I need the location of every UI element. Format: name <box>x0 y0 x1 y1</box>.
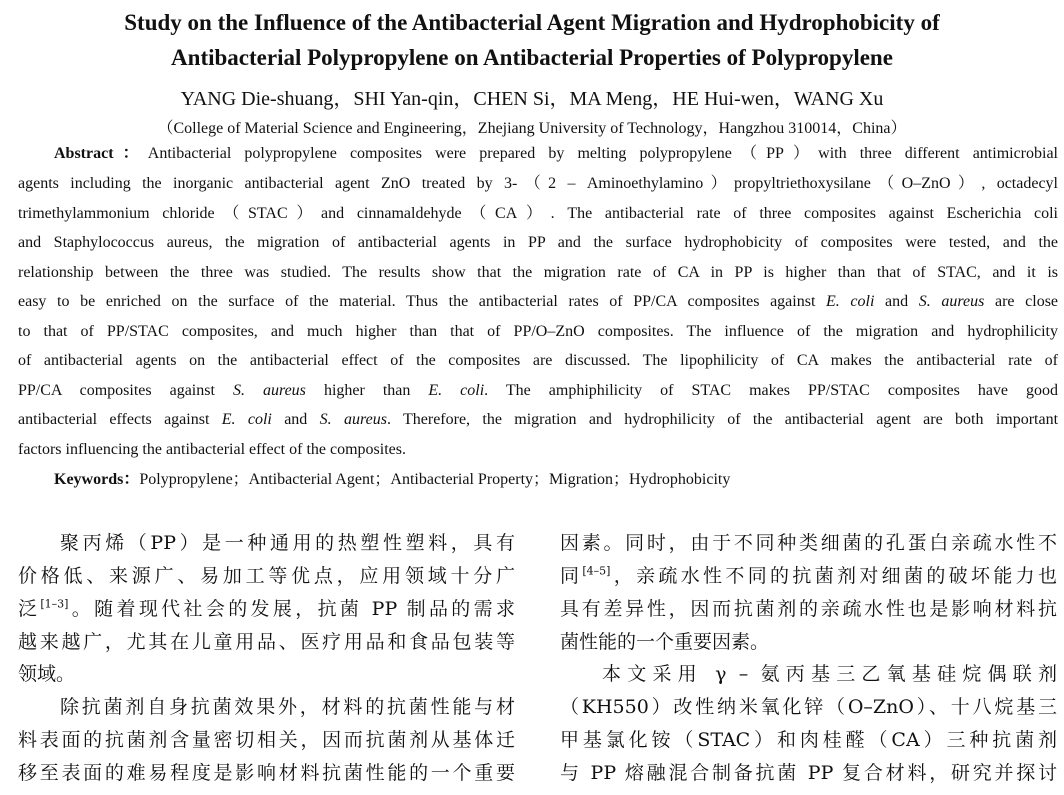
body-line: 料表面的抗菌剂含量密切相关，因而抗菌剂从基体迁 <box>18 729 515 751</box>
citation-ref: [1–3] <box>40 597 69 611</box>
body-text: ，亲疏水性不同的抗菌剂对细菌的破坏能力也 <box>610 565 1057 587</box>
abstract-line: and Staphylococcus aureus, the migration of antibacterial agents in PP and the surface hydrophobicity of composites were tested, and the <box>18 234 1058 251</box>
species-name: S. aureus <box>918 293 985 310</box>
paper-title-line-1: Study on the Influence of the Antibacterial Agent Migration and Hydrophobicity of <box>124 10 940 35</box>
keywords <box>54 469 1058 491</box>
author-list: YANG Die-shuang，SHI Yan-qin，CHEN Si，MA Meng，HE Hui-wen，WANG Xu <box>180 88 884 110</box>
body-line: 甲基氯化铵（STAC）和肉桂醛（CA）三种抗菌剂 <box>560 729 1057 751</box>
abstract-text: antibacterial effects against <box>18 411 210 428</box>
abstract-line: factors influencing the antibacterial effect of the composites. <box>18 441 406 458</box>
abstract-text: easy to be enriched on the surface of the material. Thus the antibacterial rates of PP/CA composites against <box>18 293 816 310</box>
abstract-line: relationship between the three was studied. The results show that the migration rate of CA in PP is higher than that of STAC, and it is <box>18 264 1058 281</box>
abstract-line <box>18 380 1058 402</box>
species-name: S. aureus <box>319 411 387 428</box>
abstract-line <box>18 409 1058 431</box>
body-line <box>18 594 515 624</box>
body-line: 与 PP 熔融混合制备抗菌 PP 复合材料，研究并探讨 <box>560 762 1057 784</box>
abstract-text: higher than <box>323 382 411 399</box>
body-line: 具有差异性，因而抗菌剂的亲疏水性也是影响材料抗 <box>560 598 1057 620</box>
abstract-text: and <box>885 293 909 310</box>
keywords-text: Polypropylene；Antibacterial Agent；Antibacterial Property；Migration；Hydrophobicity <box>139 471 731 488</box>
species-name: E. coli <box>221 411 272 428</box>
abstract-line <box>54 143 1058 165</box>
abstract-line: to that of PP/STAC composites, and much higher than that of PP/O–ZnO composites. The influence of the migration and hydrophilicity <box>18 323 1058 340</box>
body-line: 菌性能的一个重要因素。 <box>560 631 770 653</box>
abstract-text: and <box>284 411 308 428</box>
abstract-line: of antibacterial agents on the antibacterial effect of the composites are discussed. The lipophilicity of CA makes the antibacterial rate of <box>18 352 1058 369</box>
abstract-line <box>18 291 1058 313</box>
keywords-label: Keywords： <box>54 471 140 488</box>
body-line: 聚丙烯（PP）是一种通用的热塑性塑料，具有 <box>60 532 515 554</box>
abstract-text: . Therefore, the migration and hydrophilicity of the antibacterial agent are both important <box>386 411 1058 428</box>
paper-title-line-2: Antibacterial Polypropylene on Antibacterial Properties of Polypropylene <box>171 45 893 70</box>
abstract-label: Abstract： <box>54 145 148 162</box>
body-line: （KH550）改性纳米氧化锌（O–ZnO）、十八烷基三 <box>560 696 1057 718</box>
body-line: 移至表面的难易程度是影响材料抗菌性能的一个重要 <box>18 762 515 784</box>
body-text: 。随着现代社会的发展，抗菌 PP 制品的需求 <box>68 598 515 620</box>
abstract-text: PP/CA composites against <box>18 382 215 399</box>
body-line: 越来越广，尤其在儿童用品、医疗用品和食品包装等 <box>18 631 515 653</box>
body-text: 泛 <box>18 598 41 620</box>
citation-ref: [4–5] <box>582 564 611 578</box>
body-line <box>560 561 1057 591</box>
abstract-line: agents including the inorganic antibacterial agent ZnO treated by 3-（2 – Aminoethylamino）propyltriethoxysilane（O–ZnO）, octadecyl <box>18 175 1058 192</box>
species-name: S. aureus <box>232 382 306 399</box>
body-line: 价格低、来源广、易加工等优点，应用领域十分广 <box>18 565 515 587</box>
body-line: 领域。 <box>18 663 76 685</box>
body-text: 同 <box>560 565 583 587</box>
body-line: 除抗菌剂自身抗菌效果外，材料的抗菌性能与材 <box>60 696 515 718</box>
species-name: E. coli <box>428 382 485 399</box>
abstract-text: are close <box>995 293 1058 310</box>
body-line: 因素。同时，由于不同种类细菌的孔蛋白亲疏水性不 <box>560 532 1057 554</box>
body-line: 本文采用 γ – 氨丙基三乙氧基硅烷偶联剂 <box>602 663 1057 685</box>
abstract-text: . The amphiphilicity of STAC makes PP/STAC composites have good <box>484 382 1058 399</box>
abstract-text: Antibacterial polypropylene composites were prepared by melting polypropylene（PP）with three different antimicrobial <box>147 145 1058 162</box>
abstract-line: trimethylammonium chloride（STAC）and cinnamaldehyde（CA）. The antibacterial rate of three composites against Escherichia coli <box>18 205 1058 222</box>
affiliation: （College of Material Science and Engineering，Zhejiang University of Technology，Hangzhou 310014，China） <box>157 120 907 137</box>
species-name: E. coli <box>826 293 875 310</box>
